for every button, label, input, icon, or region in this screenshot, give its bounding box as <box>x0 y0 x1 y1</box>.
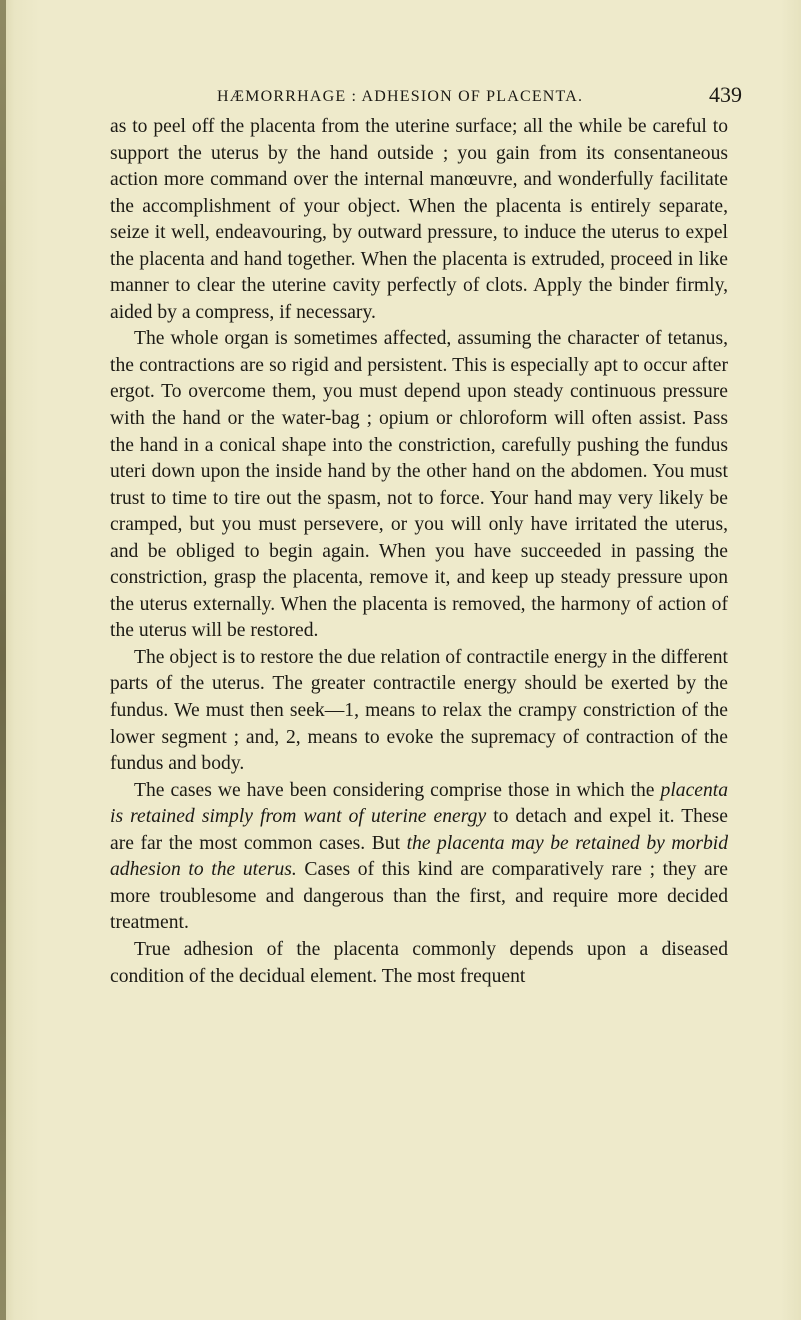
page-header <box>0 82 801 112</box>
italic-phrase: the placenta may be retained by morbid adhesion to the uterus. <box>110 832 728 881</box>
page-number: 439 <box>709 82 742 107</box>
paragraph: True adhesion of the placenta commonly depends upon a diseased condition of the decidual element. The most frequent <box>110 938 728 987</box>
paragraph <box>110 778 728 937</box>
paragraph-text: The cases we have been considering comprise those in which the <box>134 779 661 801</box>
paragraph-text: Cases of this kind are comparatively rare ; they are more troublesome and dangerous than the first, and require more decided treatment. <box>110 859 728 934</box>
body-text <box>110 114 728 990</box>
italic-phrase: placenta is retained simply from want of uterine energy <box>110 779 728 828</box>
running-head: HÆMORRHAGE : ADHESION OF PLACENTA. <box>217 88 584 105</box>
book-spine-edge <box>0 0 6 1320</box>
paragraph: as to peel off the placenta from the uterine surface; all the while be careful to support the uterus by the hand outside ; you gain from its consentaneous action more command over the internal manœuvre, and wonderfully facilitate the accomplishment of your object. When the placenta is entirely separate, seize it well, endeavouring, by outward pressure, to induce the uterus to expel the placenta and hand together. When the placenta is extruded, proceed in like manner to clear the uterine cavity perfectly of clots. Apply the binder firmly, aided by a compress, if necessary. <box>110 116 728 323</box>
paragraph: The object is to restore the due relation of contractile energy in the different parts of the uterus. The greater contractile energy should be exerted by the fundus. We must then seek—1, means to relax the crampy constriction of the lower segment ; and, 2, means to evoke the supremacy of contraction of the fundus and body. <box>110 646 728 775</box>
paragraph-text: to detach and expel it. These are far the most common cases. But <box>110 806 728 854</box>
paragraph: The whole organ is sometimes affected, assuming the character of tetanus, the contractions are so rigid and persistent. This is especially apt to occur after ergot. To overcome them, you must depend upon steady continuous pressure with the hand or the water-bag ; opium or chloroform will often assist. Pass the hand in a conical shape into the constriction, carefully pushing the fundus uteri down upon the inside hand by the other hand on the abdomen. You must trust to time to tire out the spasm, not to force. Your hand may very likely be cramped, but you must persevere, or you will only have irritated the uterus, and be obliged to begin again. When you have succeeded in passing the constriction, grasp the placenta, remove it, and keep up steady pressure upon the uterus externally. When the placenta is removed, the harmony of action of the uterus will be restored. <box>110 328 728 642</box>
